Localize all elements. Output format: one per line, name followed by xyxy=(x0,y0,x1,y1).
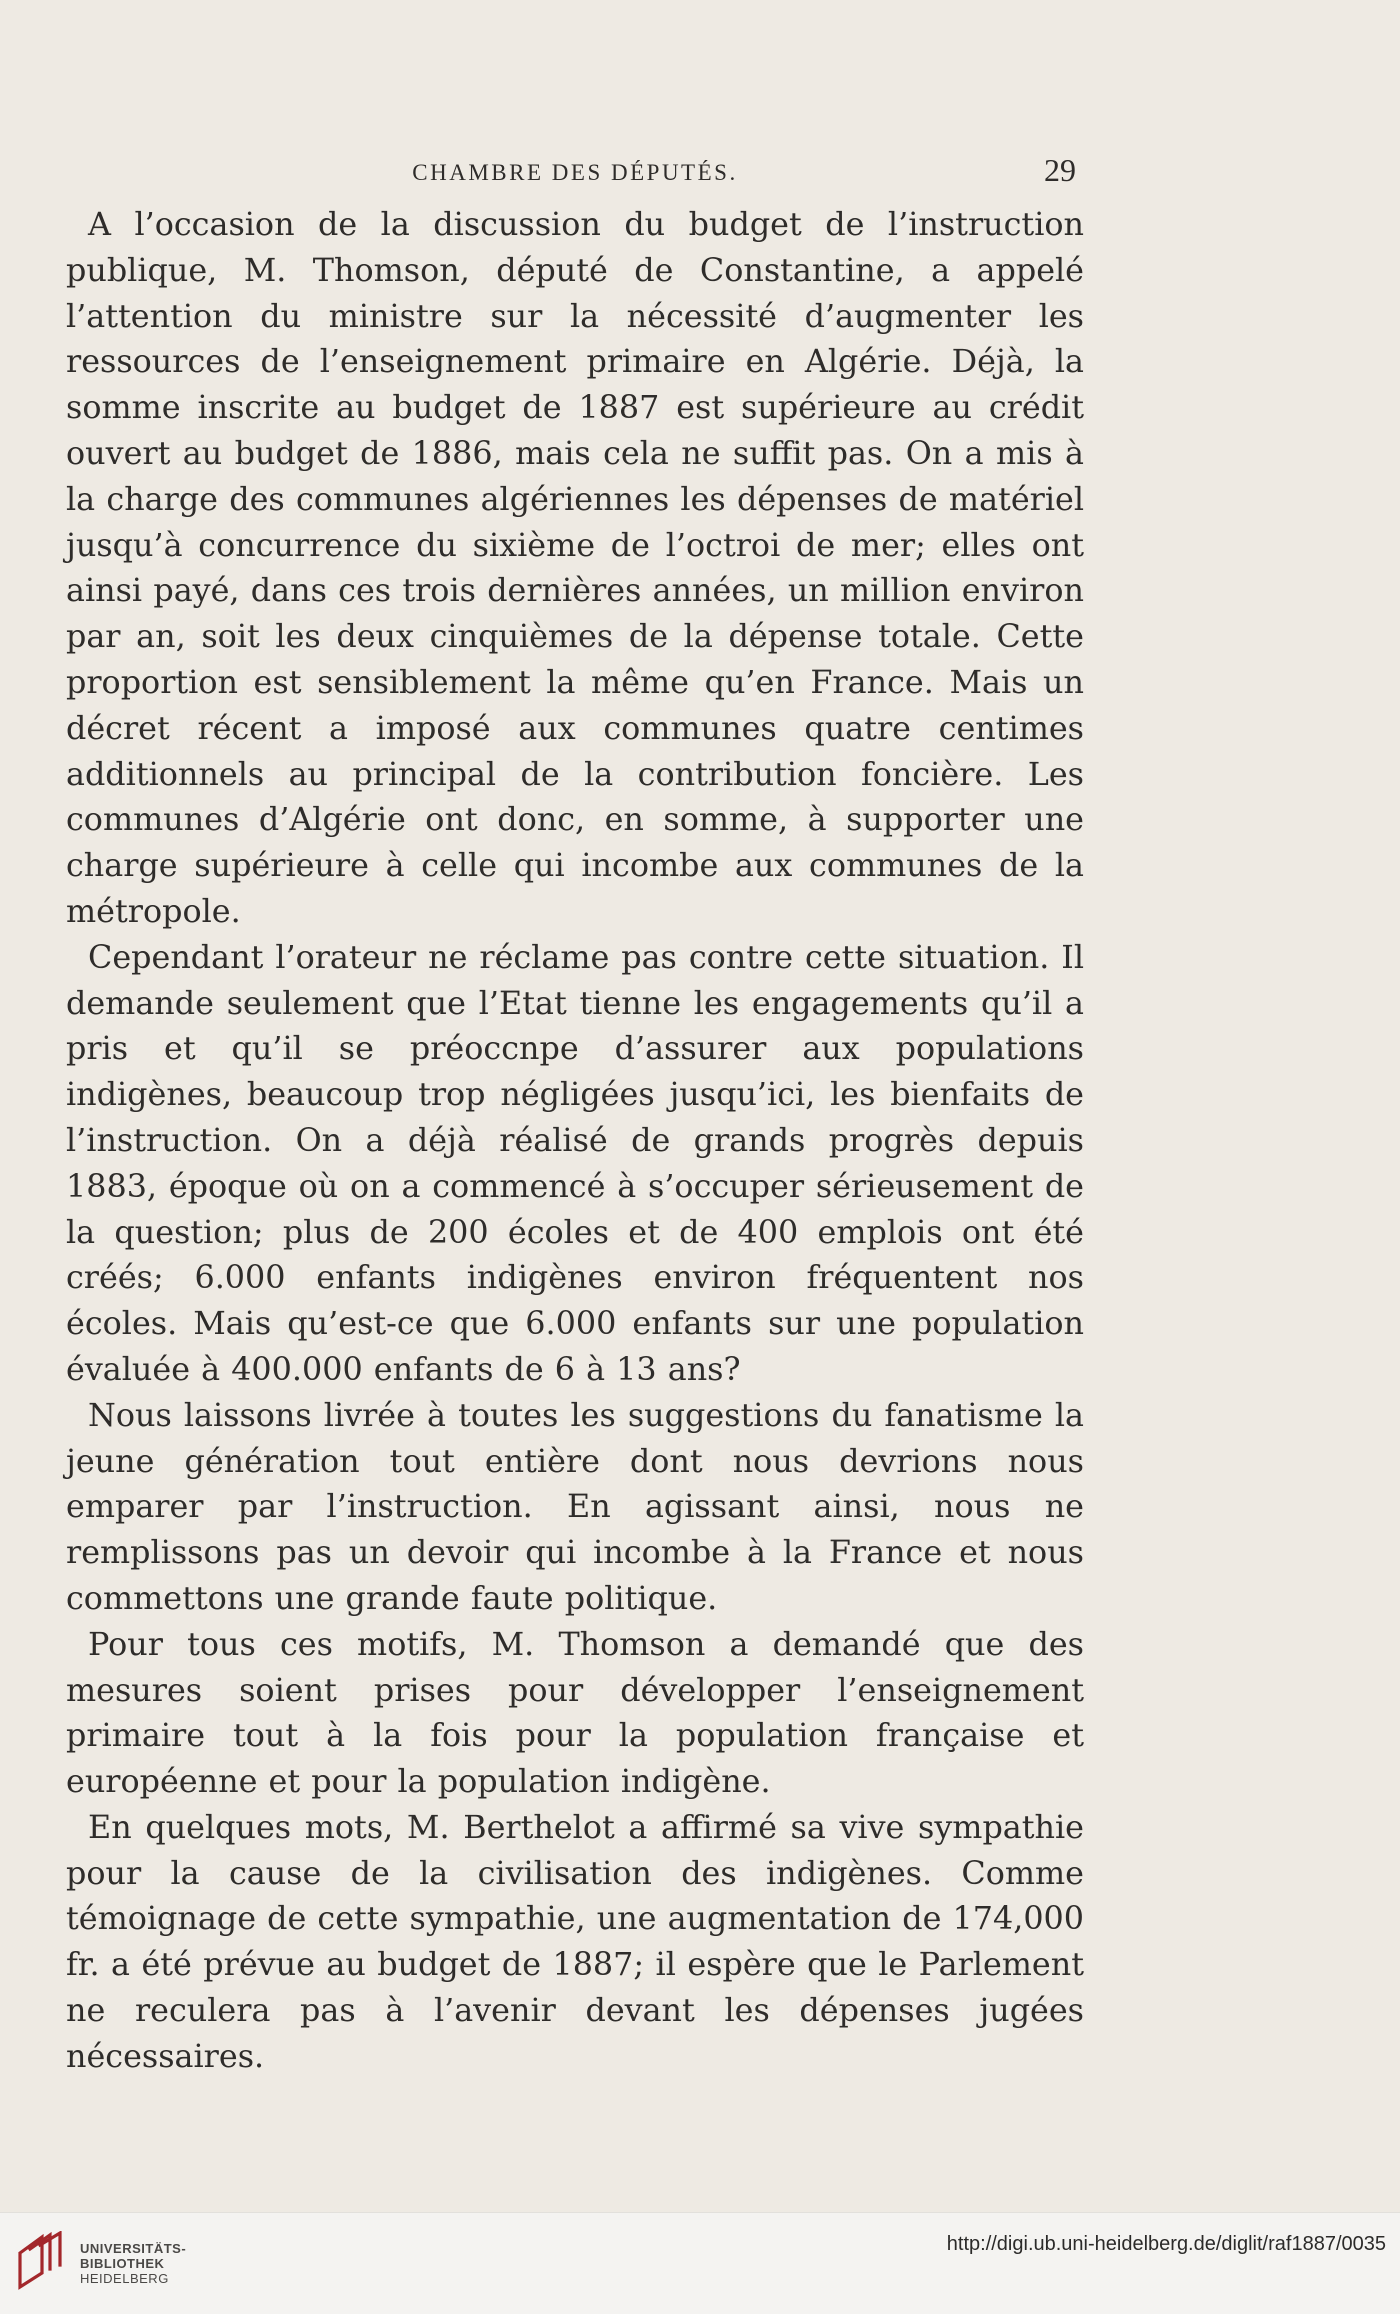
viewer-footer xyxy=(0,2212,1400,2314)
institution-name xyxy=(80,2241,186,2286)
institution-line-3: HEIDELBERG xyxy=(80,2271,169,2286)
institution-line-1: UNIVERSITÄTS- xyxy=(80,2241,187,2256)
running-title: CHAMBRE DES DÉPUTÉS. xyxy=(412,160,738,185)
paragraph-4: Pour tous ces motifs, M. Thomson a demandé que des mesures soient prises pour développer l’enseignement primaire tout à la fois pour la population française et européenne et pour la population indigène. xyxy=(66,1625,1084,1801)
page-content xyxy=(66,152,1084,2080)
page-number: 29 xyxy=(1044,152,1076,188)
running-header xyxy=(66,152,1084,202)
university-library-logo-icon xyxy=(16,2231,64,2291)
paragraph-2: Cependant l’orateur ne réclame pas contre cette situation. Il demande seulement que l’Etat tienne les engagements qu’il a pris et qu’il se préoccnpe d’assurer aux populations indigènes, beaucoup trop négligées jusqu’ici, les bienfaits de l’instruction. On a déjà réalisé de grands progrès depuis 1883, époque où on a commencé à s’occuper sérieusement de la question; plus de 200 écoles et de 400 emplois ont été créés; 6.000 enfants indigènes environ fréquentent nos écoles. Mais qu’est-ce que 6.000 enfants sur une population évaluée à 400.000 enfants de 6 à 13 ans? xyxy=(66,938,1084,1388)
paragraph-1: A l’occasion de la discussion du budget de l’instruction publique, M. Thomson, député de Constantine, a appelé l’attention du ministre sur la nécessité d’augmenter les ressources de l’enseignement primaire en Algérie. Déjà, la somme inscrite au budget de 1887 est supérieure au crédit ouvert au budget de 1886, mais cela ne suffit pas. On a mis à la charge des communes algériennes les dépenses de matériel jusqu’à concurrence du sixième de l’octroi de mer; elles ont ainsi payé, dans ces trois dernières années, un million environ par an, soit les deux cinquièmes de la dépense totale. Cette proportion est sensiblement la même qu’en France. Mais un décret récent a imposé aux communes quatre centimes additionnels au principal de la contribution foncière. Les communes d’Algérie ont donc, en somme, à supporter une charge supérieure à celle qui incombe aux communes de la métropole. xyxy=(66,206,1084,930)
paragraph-3: Nous laissons livrée à toutes les suggestions du fanatisme la jeune génération tout entière dont nous devrions nous emparer par l’instruction. En agissant ainsi, nous ne remplissons pas un devoir qui incombe à la France et nous commettons une grande faute politique. xyxy=(66,1396,1084,1617)
institution-line-2: BIBLIOTHEK xyxy=(80,2256,165,2271)
paragraph-5: En quelques mots, M. Berthelot a affirmé sa vive sympathie pour la cause de la civilisation des indigènes. Comme témoignage de cette sympathie, une augmentation de 174,000 fr. a été prévue au budget de 1887; il espère que le Parlement ne reculera pas à l’avenir devant les dépenses jugées nécessaires. xyxy=(66,1808,1085,2075)
permalink-url[interactable]: http://digi.ub.uni-heidelberg.de/diglit/raf1887/0035 xyxy=(946,2233,1386,2255)
